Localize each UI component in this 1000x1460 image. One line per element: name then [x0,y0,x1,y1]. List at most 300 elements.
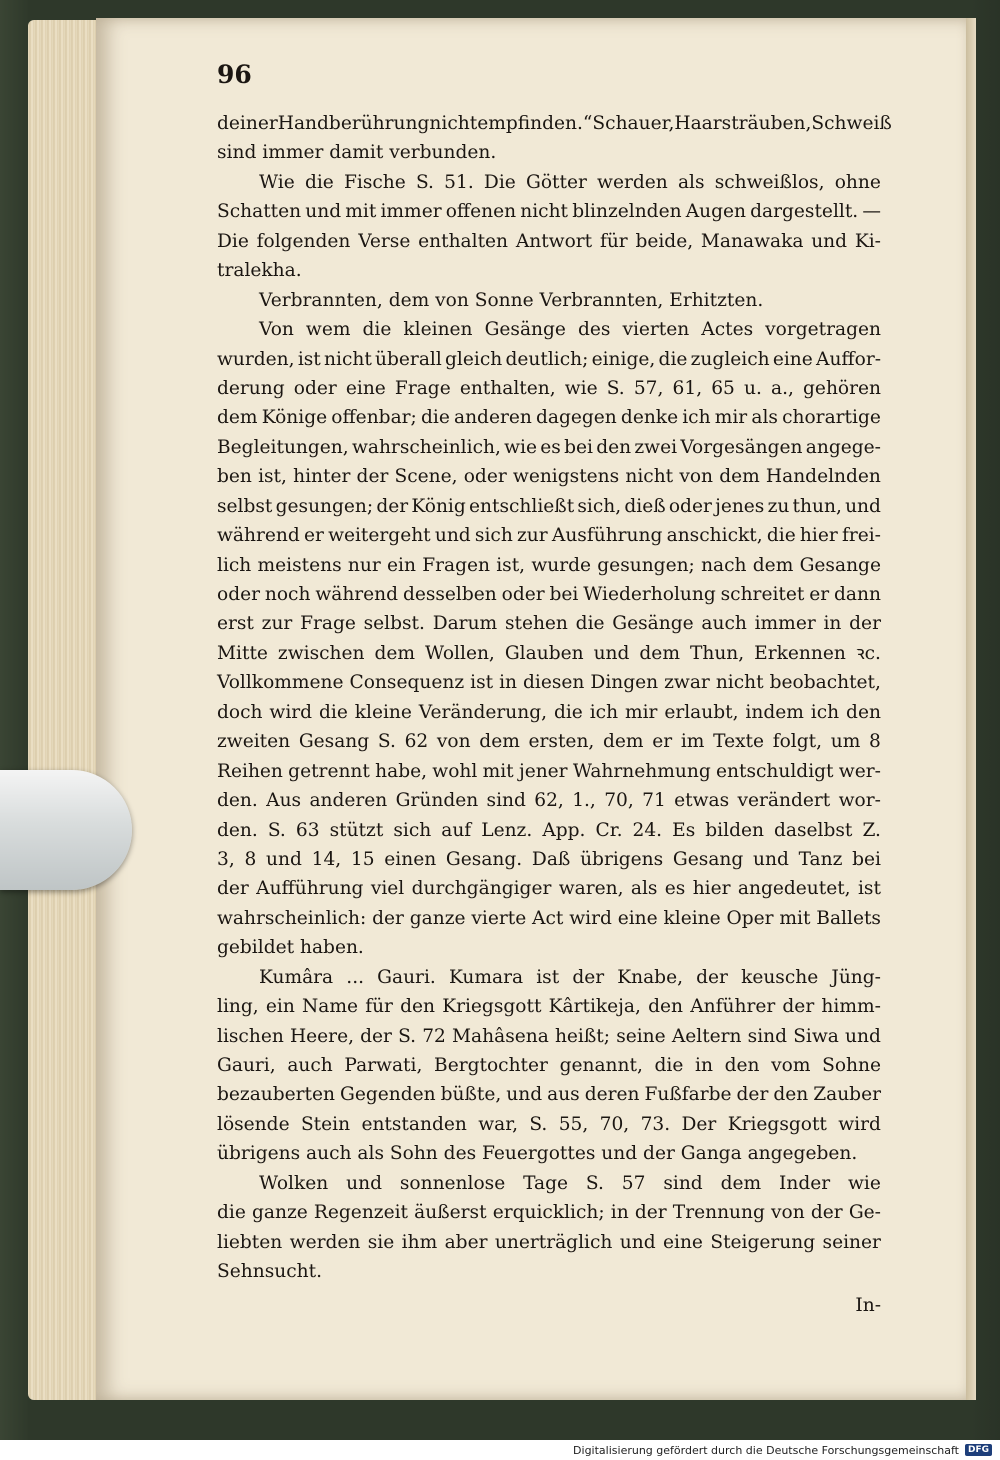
word: auch [287,1055,333,1076]
word: der [849,613,881,635]
word: Wahrnehmung [572,760,711,782]
dfg-logo: DFG [965,1444,992,1456]
word: in [823,613,842,635]
word: Fische [343,171,406,193]
word: Name [302,996,358,1018]
word: Wie [259,171,295,193]
word: erlaubt, [664,701,739,723]
word: S. [377,731,396,753]
word: äußerst [414,1202,487,1224]
word: Thun, [689,642,745,664]
word: vierte [471,907,527,929]
word: lich [217,554,252,576]
word: blinzelnden [572,201,682,223]
word: wahrscheinlich: [217,907,367,929]
word: sind [663,1172,703,1194]
word: immer [754,613,816,635]
word: wird [838,1113,881,1135]
word: S. [585,1172,604,1194]
word: sind [747,1025,788,1047]
text-line [217,374,881,403]
word: die [420,407,450,429]
word: er [652,731,673,753]
word: selbst [217,495,273,517]
page-clip [0,770,132,890]
word: bei [564,436,593,458]
word: der [634,1202,667,1224]
word: zugleich [690,348,770,370]
text-line [217,698,881,727]
word: Scene, [394,466,458,488]
word: u. [744,377,762,399]
word: den. [217,790,258,812]
word: Gegenden [340,1084,436,1106]
word: nicht [429,113,478,134]
word: Kriegsgott [442,996,542,1018]
word: 65 [711,377,735,399]
word: selbst. [363,613,425,635]
word: bei [852,848,881,870]
word: Aus [266,790,302,812]
word: Z. [862,819,881,841]
word: erst [217,613,254,635]
word: bezauberten [217,1084,336,1106]
word: wird [569,907,612,929]
word: Stein [300,1113,351,1135]
word: ganze [252,1202,308,1224]
word: überall [375,348,442,370]
word: 61, [672,377,703,399]
word: dem [603,731,644,753]
word: 55, [558,1113,589,1135]
word: wie [564,377,598,399]
word: durchgängiger [411,878,552,900]
word: sich, [577,495,622,517]
word: liebten [217,1231,283,1253]
word: Darum [432,613,498,635]
word: Begleitungen, [217,436,349,458]
word: Ki- [854,230,881,252]
word: dem [752,554,794,576]
word: Manawaka [700,230,804,252]
word: nicht [625,466,674,488]
word: wenigstens [512,466,620,488]
word: S. [529,1113,548,1135]
word: Aeltern [671,1025,742,1047]
word: Actes [701,319,754,341]
word: offenbar; [331,407,417,429]
word: mir [624,701,658,723]
word: mit [345,201,377,223]
word: bei [549,584,579,605]
word: oder [217,584,260,605]
word: Gründen [395,790,479,812]
word: ist [297,348,321,370]
word: angedeutet, [737,878,851,900]
catchword: In- [855,1294,881,1316]
word: Tanz [798,848,843,870]
word: König [411,495,466,517]
word: Augen [685,201,746,223]
word: dann [834,584,881,605]
text-line [217,933,881,962]
text-line [217,874,881,903]
word: und [305,201,342,223]
word: den [846,701,881,723]
word: mit [779,907,811,929]
word: lischen [217,1025,284,1047]
word: dem [720,1172,762,1194]
page-number: 96 [217,60,252,89]
text-line [217,609,881,638]
word: eine [345,377,386,399]
word: vierten [622,319,690,341]
word: gehören [803,377,881,399]
word: Steigerung [710,1231,816,1253]
word: den [596,436,632,458]
text-line [217,492,881,521]
word: er [303,525,324,547]
word: getrennt [288,760,370,782]
word: mir [714,407,748,429]
word: der [572,966,605,988]
text-line [217,521,881,550]
word: Zauber [813,1084,881,1106]
word: Glauben [504,642,584,664]
word: ist [857,878,881,900]
word: die [362,319,392,341]
word: zu [767,495,790,517]
word: es [664,878,686,900]
word: den [773,1084,809,1106]
word: jenes [715,495,765,517]
word: gesungen; [275,495,374,517]
word: der [696,966,728,988]
text-line [217,580,881,609]
word: Gesang [672,848,744,870]
word: werden [289,1231,361,1253]
word: kleine [354,701,412,723]
word: es [540,436,561,458]
word: Antwort [515,230,593,252]
word: diesen [523,672,585,694]
word: wie [504,436,538,458]
word: erquicklich; [492,1202,605,1224]
word: um [830,731,861,753]
word: Die [483,171,516,193]
word: 62, [534,790,564,812]
word: entstanden [361,1113,467,1135]
word: die [658,348,688,370]
word: 62 [404,731,429,753]
word: etwas [674,790,730,812]
word: oder [463,466,507,488]
word: 63 [295,819,320,841]
text-line [217,433,881,462]
word: Gesänge [612,613,694,635]
catchword-line [217,1291,881,1320]
word: und [266,848,302,870]
word: Knabe, [617,966,684,988]
word: waren, [558,878,624,900]
word: den [648,996,684,1018]
word: wie [848,1172,881,1194]
word: Handberührung [277,113,430,134]
text-line [217,992,881,1021]
word: dem [639,642,680,664]
word: stützt [329,819,384,841]
word: zwei [634,436,678,458]
word: und [845,1025,881,1047]
word: sich [474,525,513,547]
line-text: übrigens auch als Sohn des Feuergottes und der Ganga angegeben. [217,1143,858,1165]
word: Handelnden [765,466,881,488]
word: zwar [664,672,710,694]
line-text: Sehnsucht. [217,1261,322,1283]
word: 3, [217,848,235,870]
word: wohl [432,760,478,782]
word: entschließt [469,495,575,517]
word: Erkennen [754,642,846,664]
word: Heere, [289,1025,354,1047]
word: und [593,642,630,664]
word: himm- [821,996,881,1018]
word: entschuldigt [716,760,834,782]
word: war, [478,1113,518,1135]
word: des [577,319,611,341]
digitization-footer [0,1440,1000,1460]
word: folgenden [256,230,351,252]
page-text [217,55,892,1320]
word: ein [387,554,416,576]
word: Vollkommene [217,672,344,694]
word: für [599,230,628,252]
word: thun, [792,495,842,517]
word: chorartige [782,407,881,429]
word: Bergtochter [434,1055,548,1076]
word: sind [486,790,526,812]
word: meistens [257,554,342,576]
word: folgt, [772,731,823,753]
word: Anführer [690,996,776,1018]
word: ist [470,672,494,694]
word: Daß [531,848,571,870]
word: die [304,171,334,193]
text-line [217,727,881,756]
word: der [736,1084,769,1106]
word: Mitte [217,642,268,664]
text-line [217,197,881,226]
word: Schweiß [811,113,892,134]
word: und [346,1172,382,1194]
text-line [217,1169,881,1198]
word: dem [719,466,760,488]
text-lines [217,109,892,1287]
word: deutlich; [505,348,589,370]
word: Lenz. [481,819,533,841]
word: indem [745,701,804,723]
word: während [217,525,300,547]
word: nicht [715,672,764,694]
word: sich [393,819,432,841]
word: deiner [217,113,278,134]
word: 24. [632,819,663,841]
word: ersten, [528,731,595,753]
word: Gesang. [445,848,523,870]
word: immer [380,201,442,223]
word: Ausführung [551,525,663,547]
word: wahrscheinlich, [351,436,501,458]
word: nach [701,554,747,576]
word: Haarsträuben, [674,113,812,134]
word: Wolken [259,1172,329,1194]
word: Die [217,230,249,252]
word: lösende [217,1113,290,1135]
text-line [217,1198,881,1227]
word: auf [441,819,472,841]
word: Parwati, [344,1055,423,1076]
word: oder [668,495,712,517]
word: Veränderung, [418,701,548,723]
word: auch [701,613,747,635]
word: von [436,731,471,753]
word: die [553,701,583,723]
text-line [217,1110,881,1139]
word: Ge- [848,1202,881,1224]
word: ganze [409,907,466,929]
word: anschickt, [666,525,763,547]
word: offenen [445,201,517,223]
word: S. [267,819,286,841]
word: 70, [599,1113,630,1135]
word: Regenzeit [313,1202,409,1224]
word: den. [217,819,258,841]
word: der [360,1025,392,1047]
word: ꝛc. [855,642,881,664]
word: desselben [402,584,497,605]
text-line [217,345,881,374]
word: derung [217,377,285,399]
word: anderen [453,407,532,429]
word: im [680,731,705,753]
word: in [499,672,518,694]
text-line [217,1080,881,1109]
word: einige, [591,348,656,370]
word: schweißlos, [714,171,825,193]
word: mit [482,760,514,782]
word: er [809,584,830,605]
word: nicht [324,348,372,370]
word: der [376,495,409,517]
text-line [217,757,881,786]
word: die [217,1202,246,1224]
word: zwischen [277,642,365,664]
word: hinter [293,466,351,488]
word: anderen [309,790,388,812]
word: aber [444,1231,488,1253]
word: der [372,907,404,929]
text-line [217,109,892,138]
word: 71 [642,790,666,812]
word: genannt, [559,1055,643,1076]
word: 8 [869,731,881,753]
word: ich [810,701,840,723]
text-line [217,963,881,992]
text-line [217,639,881,668]
word: in [610,1202,629,1224]
word: der [782,996,815,1018]
word: nicht [520,201,569,223]
text-line [217,904,881,933]
word: von [771,1202,805,1224]
text-line [217,403,881,432]
text-line [217,256,881,285]
word: nur [347,554,381,576]
word: dargestellt. [750,201,859,223]
word: für [365,996,393,1018]
word: Der [681,1113,717,1135]
word: beobachtet, [769,672,881,694]
word: habe, [375,760,428,782]
word: in [695,1055,713,1076]
word: frei- [841,525,881,547]
line-text: sind immer damit verbunden. [217,142,497,164]
word: als [677,171,705,193]
word: Inder [779,1172,831,1194]
text-line [217,227,881,256]
text-line [217,786,881,815]
word: als [630,878,658,900]
word: Könige [261,407,328,429]
word: dem [374,642,416,664]
text-line [217,286,881,315]
word: wurde [531,554,592,576]
text-line [217,845,881,874]
word: Gauri, [217,1055,276,1076]
word: Ballets [816,907,881,929]
word: App. [542,819,586,841]
word: Kumara [448,966,524,988]
word: Kriegsgott [727,1113,827,1135]
word: 73. [640,1113,671,1135]
word: heißt; [554,1025,611,1047]
word: keusche [741,966,819,988]
word: oder [293,377,337,399]
word: Gauri. [377,966,436,988]
word: eine [617,907,658,929]
line-text: Verbrannten, dem von Sonne Verbrannten, Erhitzten. [259,289,764,311]
word: 51. [444,171,474,193]
word: der [217,878,249,900]
text-line [217,315,881,344]
word: — [862,201,881,223]
footer-credit: Digitalisierung gefördert durch die Deutsche Forschungsgemeinschaft [573,1443,959,1457]
word: ich [589,701,619,723]
word: und [506,1084,543,1106]
word: sie [367,1231,395,1253]
word: S. [415,171,434,193]
word: der [356,466,389,488]
word: Gesange [799,554,881,576]
word: jener [518,760,568,782]
word: die [654,1055,684,1076]
word: ihm [401,1231,438,1253]
word: 14, [311,848,342,870]
word: angege- [805,436,881,458]
word: zur [517,525,548,547]
word: S. [606,377,625,399]
word: Wiederholung [583,584,716,605]
